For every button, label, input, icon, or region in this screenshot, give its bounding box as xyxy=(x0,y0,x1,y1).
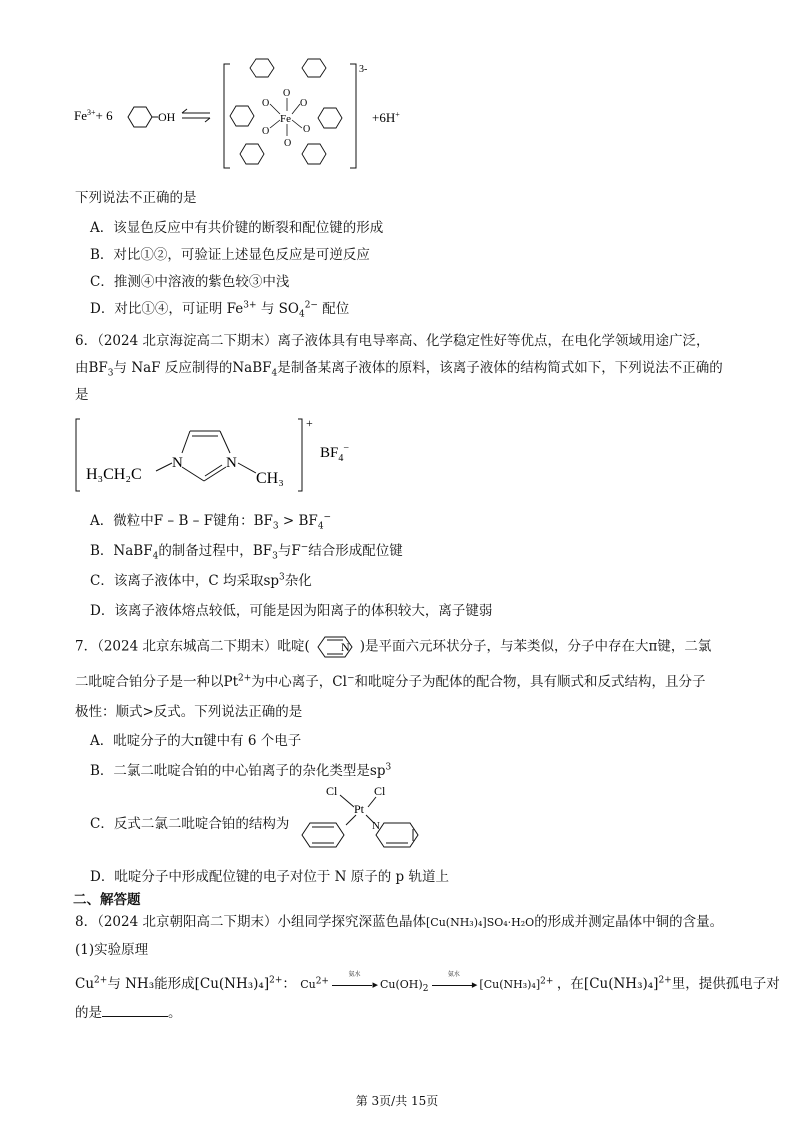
reaction-scheme: $Cu^{2+}$ 氨水 ▸ $Cu(OH)_2$ 氨水 ▸ $[Cu(NH_3)_4]^{2+}$ xyxy=(300,971,554,995)
page-number: 第 3页/共 15页 xyxy=(355,1094,439,1108)
svg-text:Cl: Cl xyxy=(326,784,338,798)
svg-text:CH₃: CH₃ xyxy=(256,470,284,487)
svg-text:O: O xyxy=(300,98,308,109)
svg-text:O: O xyxy=(303,124,311,135)
pyridine-icon xyxy=(310,634,360,660)
q7-line3: 极性：顺式>反式。下列说法正确的是 xyxy=(75,704,303,720)
q6-line1: 6．（2024 北京海淀高二下期末）离子液体具有电导率高、化学稳定性好等优点，在电化学领域用途广泛， xyxy=(75,333,710,349)
q5-option-c[interactable]: C．推测④中溶液的紫色较③中浅 xyxy=(90,274,290,290)
q6-line3: 是 xyxy=(75,387,89,403)
q7-option-c[interactable]: C．反式二氯二吡啶合铂的结构为 xyxy=(90,816,290,832)
q5-option-a[interactable]: A．该显色反应中有共价键的断裂和配位键的形成 xyxy=(90,220,384,236)
svg-text:Fe3++ 6: $Fe^{3+}+ 6$ xyxy=(74,108,113,123)
answer-blank[interactable] xyxy=(102,1004,168,1017)
svg-text:O: O xyxy=(262,126,270,137)
fe-equation xyxy=(70,56,410,176)
q6-option-c[interactable]: C．该离子液体中，C 均采取$sp^3$杂化 xyxy=(90,572,312,589)
svg-text:Fe: Fe xyxy=(280,113,291,125)
svg-text:O: O xyxy=(283,88,291,99)
svg-text:O: O xyxy=(284,138,292,149)
ionic-liquid-structure xyxy=(72,415,392,495)
section-title: 二、解答题 xyxy=(73,892,141,908)
q6-option-a[interactable]: A．微粒中F – B – F键角：$BF_3 > BF_4^-$ xyxy=(90,512,332,532)
q5-option-d[interactable]: D．对比①④，可证明 $Fe^{3+}$ 与 $SO_4^{2-}$ 配位 xyxy=(90,300,350,320)
q8-line4: 的是 。 xyxy=(75,1005,182,1021)
fe-complex-structure xyxy=(70,56,410,176)
svg-text:+: + xyxy=(306,416,313,430)
q6-line2: 由$BF_3$与 NaF 反应制得的NaBF$_4$是制备某离子液体的原料，该离子液体的结构简式如下，下列说法不正确的 xyxy=(75,360,723,379)
svg-text:3-: 3- xyxy=(359,64,368,75)
q7-option-b[interactable]: B．二氯二吡啶合铂的中心铂离子的杂化类型是$sp^3$ xyxy=(90,762,392,779)
svg-text:O: O xyxy=(262,98,270,109)
trans-pt-structure xyxy=(296,781,436,851)
q6-option-d[interactable]: D．该离子液体熔点较低，可能是因为阳离子的体积较大，离子键弱 xyxy=(90,603,493,619)
svg-text:N: N xyxy=(226,455,237,471)
q6-option-b[interactable]: B．NaBF$_4$的制备过程中，$BF_3$与F−结合形成配位键 xyxy=(90,542,403,562)
svg-text:Cl: Cl xyxy=(374,784,386,798)
svg-text:N: N xyxy=(340,640,350,654)
svg-text:N: N xyxy=(172,455,183,471)
svg-text:+6H+: +6H+ xyxy=(372,110,400,125)
q7-line1: 7．（2024 北京东城高二下期末）吡啶( N )是平面六元环状分子，与苯类似，分子中存在大π键，二氯 xyxy=(75,634,711,660)
q8-line3: $Cu^{2+}$与 NH₃能形成$[Cu(NH_3)_4]^{2+}$： $Cu^{2+}$ 氨水 ▸ $Cu(OH)_2$ 氨水 ▸ $[Cu(NH_3)_4]^{2+}$ ，在$[Cu(NH_3)_4]^{2+}$里，提供孤电子对 xyxy=(75,971,780,995)
q5-stem: 下列说法不正确的是 xyxy=(75,190,197,206)
q7-line2: 二吡啶合铂分子是一种以$Pt^{2+}$为中心离子，Cl−和吡啶分子为配体的配合物，具有顺式和反式结构，且分子 xyxy=(75,673,706,690)
svg-text:OH: OH xyxy=(158,110,176,124)
svg-text:Pt: Pt xyxy=(354,802,365,816)
svg-text:N: N xyxy=(372,820,380,832)
q8-line1: 8．（2024 北京朝阳高二下期末）小组同学探究深蓝色晶体[Cu(NH₃)₄]SO₄·H₂O的形成并测定晶体中铜的含量。 xyxy=(75,914,724,930)
svg-text:H₃CH₂C: H₃CH₂C xyxy=(86,466,142,483)
q7-option-a[interactable]: A．吡啶分子的大π键中有 6 个电子 xyxy=(90,733,302,749)
q7-option-d[interactable]: D．吡啶分子中形成配位键的电子对位于 N 原子的 p 轨道上 xyxy=(90,869,449,885)
svg-text:BF4−: $BF_4^-$ xyxy=(320,443,349,464)
q8-line2: (1)实验原理 xyxy=(75,942,149,958)
q5-option-b[interactable]: B．对比①②，可验证上述显色反应是可逆反应 xyxy=(90,247,370,263)
